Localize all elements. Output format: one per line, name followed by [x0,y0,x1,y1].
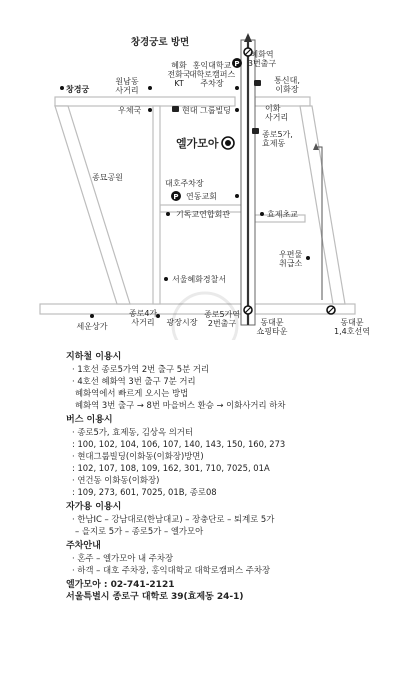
label-jongno4: 종로4가 사거리 [128,309,158,327]
road-vertical-west [153,106,160,304]
label-jongmyo: 종묘공원 [92,173,123,182]
svg-text:P: P [173,193,179,201]
bus-line: : 109, 273, 601, 7025, 01B, 종로08 [72,487,217,497]
label-yeondong: 연동교회 [186,192,217,201]
label-hongik-parking: 홍익대학교 대학로캠퍼스 주차장 [188,61,236,88]
label-police: 서울혜화경찰서 [172,275,227,284]
road-diagonal-west [55,106,130,304]
address: 서울특별시 종로구 대학로 39(효제동 24-1) [66,592,244,602]
car-title: 자가용 이용시 [66,502,122,512]
label-wonnamdong: 원남동 사거리 [115,77,139,95]
label-dongdaemun-station: 동대문 1,4호선역 [334,318,370,336]
bus-icon [252,128,259,134]
bus-icon [172,106,179,112]
bus-title: 버스 이용시 [66,415,113,425]
svg-text:P: P [234,60,240,68]
road-jongno-east [255,304,355,314]
location-map[interactable] [0,0,400,340]
directions-info [66,351,386,603]
bus-line: : 100, 102, 104, 106, 107, 140, 143, 150, 160, 273 [72,439,286,449]
label-christian: 기독교연합회관 [176,210,231,219]
label-daeho-parking: 대호주차장 [165,179,204,188]
label-ihwa: 이화 사거리 [265,104,289,122]
subway-title: 지하철 이용시 [66,352,122,362]
label-tongsindae: 통신대, 이화장 [274,76,300,94]
label-elgamoa: 엘가모아 [176,137,219,150]
car-line: – 을지로 5가 – 종로5가 – 엘가모아 [75,526,204,536]
parking-line: · 하객 – 대호 주차장, 홍익대학교 대학로캠퍼스 주차장 [72,565,271,575]
bus-line: · 현대그룹빌딩(이화동(이화장)방면) [72,451,204,461]
bus-icon [254,80,261,86]
subway-line: · 4호선 혜화역 3번 출구 7분 거리 [72,376,196,386]
map-roads [0,0,400,340]
top-direction-label: 창경궁로 방면 [130,37,190,48]
bus-line: : 102, 107, 108, 109, 162, 301, 710, 7025, 01A [72,463,270,473]
label-seun: 세운상가 [76,322,108,331]
label-changgyeonggung: 창경궁 [66,85,90,94]
label-post-office: 우체국 [118,106,142,115]
bus-line: · 연건동 이화동(이화장) [72,475,160,485]
label-jongno5-exit: 종로5가역 2번출구 [203,310,241,328]
label-post-box: 우편물 취급소 [279,250,303,268]
phone-number: 엘가모아 : 02-741-2121 [66,580,175,590]
label-jongno5: 종로5가, 효제동 [262,130,293,148]
label-gwangjang: 광장시장 [166,318,198,327]
parking-title: 주차안내 [66,541,101,551]
road-north [55,97,235,106]
parking-line: · 혼주 – 엘가모아 내 주차장 [72,553,174,563]
label-hyehwa-exit: 혜화역 3번출구 [247,50,277,68]
label-hyundai: 현대 그룹빌딩 [182,106,231,115]
label-hyoje: 효제초교 [267,210,298,219]
label-dongdaemun: 동대문 쇼핑타운 [256,318,288,336]
label-hyehwa-kt: 혜화 전화국 KT [167,61,191,88]
subway-line: · 1호선 종로5가역 2번 출구 5분 거리 [72,364,210,374]
subway-line: 혜화역에서 빠르게 오시는 방법 [75,388,189,398]
bus-line: · 종로5가, 효제동, 김상옥 의거터 [72,427,194,437]
car-line: · 한남IC – 강남대로(한남대교) – 장충단로 – 퇴계로 5가 [72,514,275,524]
subway-line: 혜화역 3번 출구 → 8번 마을버스 환승 → 이화사거리 하차 [75,400,286,410]
